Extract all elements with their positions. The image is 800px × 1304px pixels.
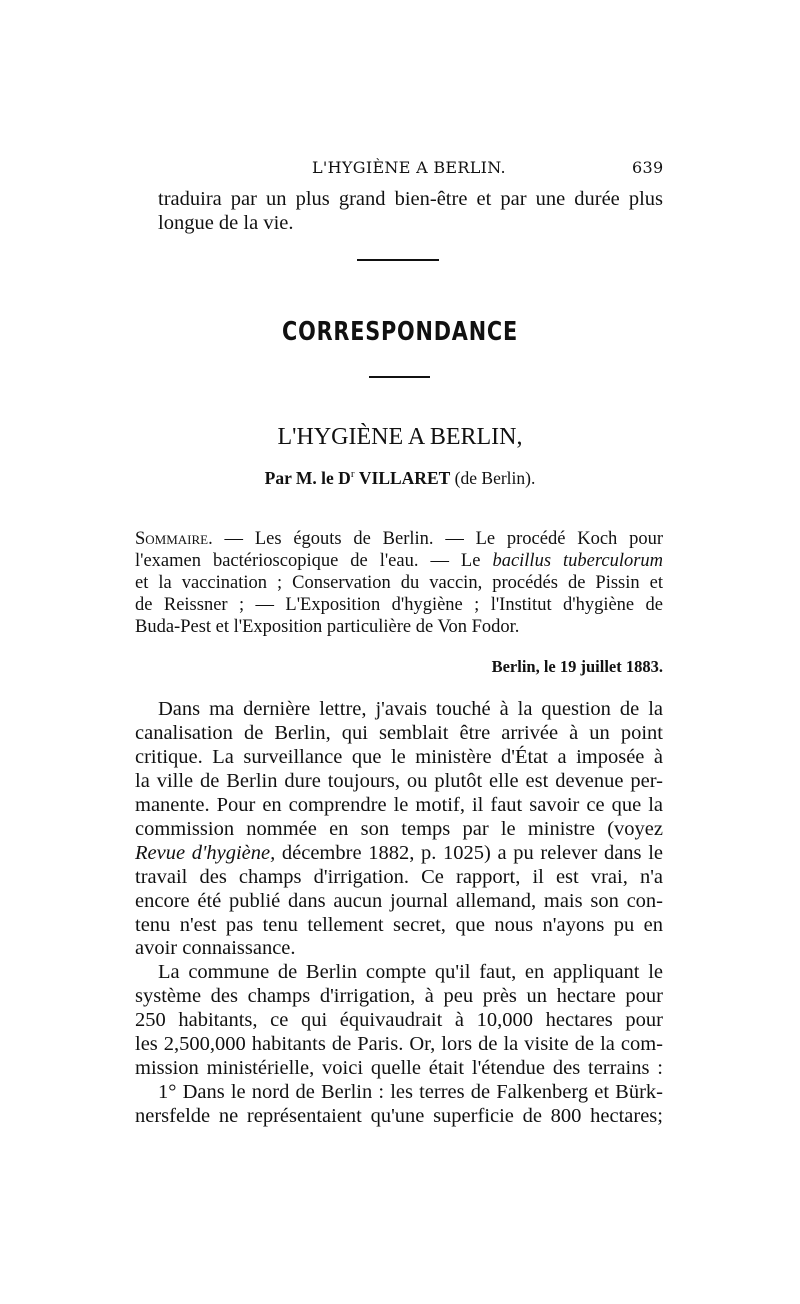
- body-p1-line-11: avoir connaissance.: [135, 937, 296, 959]
- body-p1-line-10: tenu n'est pas tenu tellement secret, que nous n'ayons pu en: [135, 914, 663, 936]
- body-p1-line-3: critique. La surveillance que le ministère d'État a imposée à: [135, 746, 663, 768]
- body-p2-line-7: nersfelde ne représentaient qu'une superficie de 800 hectares;: [135, 1105, 663, 1127]
- dateline: Berlin, le 19 juillet 1883.: [491, 657, 663, 676]
- body-p1-line-9: encore été publié dans aucun journal allemand, mais son con-: [135, 890, 663, 912]
- divider-rule-bottom: [369, 376, 430, 378]
- running-head-title: L'HYGIÈNE A BERLIN.: [312, 158, 506, 177]
- author-place: (de Berlin).: [454, 468, 536, 488]
- running-head: [0, 158, 800, 182]
- carryover-line-1: traduira par un plus grand bien-être et par une durée plus: [158, 188, 663, 210]
- body-p1-line-2: canalisation de Berlin, qui semblait être arrivée à un point: [135, 722, 663, 744]
- sommaire-line-3: et la vaccination ; Conservation du vaccin, procédés de Pissin et: [135, 573, 663, 593]
- byline-prefix: Par M. le D: [264, 468, 351, 488]
- body-p1-line-1: Dans ma dernière lettre, j'avais touché à la question de la: [158, 698, 663, 720]
- body-p2-line-4: les 2,500,000 habitants de Paris. Or, lors de la visite de la com-: [135, 1033, 663, 1055]
- body-p1-line-4: la ville de Berlin dure toujours, ou plutôt elle est devenue per-: [135, 770, 663, 792]
- body-p1-line-5: manente. Pour en comprendre le motif, il faut savoir ce que la: [135, 794, 663, 816]
- body-p1-line-8: travail des champs d'irrigation. Ce rapport, il est vrai, n'a: [135, 866, 663, 888]
- page-number: 639: [632, 158, 664, 177]
- author-name: VILLARET: [358, 468, 451, 488]
- body-p2-line-2: système des champs d'irrigation, à peu près un hectare pour: [135, 985, 663, 1007]
- sommaire-italic-term: bacillus tuberculorum: [492, 551, 664, 571]
- sommaire-text-2: l'examen bactérioscopique de l'eau. — Le: [135, 551, 481, 571]
- journal-title: Revue d'hygiène,: [135, 842, 276, 864]
- byline: [0, 468, 800, 489]
- sommaire-line-2: [135, 549, 663, 573]
- sommaire-line-1: [135, 527, 663, 551]
- body-p1-line-7-text: décembre 1882, p. 1025) a pu relever dans le: [281, 842, 663, 864]
- body-p2-line-5: mission ministérielle, voici quelle était l'étendue des terrains :: [135, 1057, 663, 1079]
- body-p1-line-7: [135, 841, 663, 865]
- body-p1-line-6: commission nommée en son temps par le ministre (voyez: [135, 818, 663, 840]
- section-title: CORRESPONDANCE: [282, 317, 518, 347]
- article-title: L'HYGIÈNE A BERLIN,: [277, 424, 523, 450]
- carryover-line-2: longue de la vie.: [158, 212, 294, 234]
- body-p2-line-6: 1° Dans le nord de Berlin : les terres de Falkenberg et Bürk-: [158, 1081, 663, 1103]
- byline-sup: r: [350, 468, 355, 481]
- body-p2-line-1: La commune de Berlin compte qu'il faut, en appliquant le: [158, 961, 663, 983]
- sommaire-line-5: Buda-Pest et l'Exposition particulière de Von Fodor.: [135, 617, 520, 637]
- sommaire-label: Sommaire.: [135, 529, 213, 549]
- sommaire-text-1: — Les égouts de Berlin. — Le procédé Koch pour: [224, 529, 663, 549]
- body-p2-line-3: 250 habitants, ce qui équivaudrait à 10,000 hectares pour: [135, 1009, 663, 1031]
- divider-rule-top: [357, 259, 439, 261]
- sommaire-line-4: de Reissner ; — L'Exposition d'hygiène ; l'Institut d'hygiène de: [135, 595, 663, 615]
